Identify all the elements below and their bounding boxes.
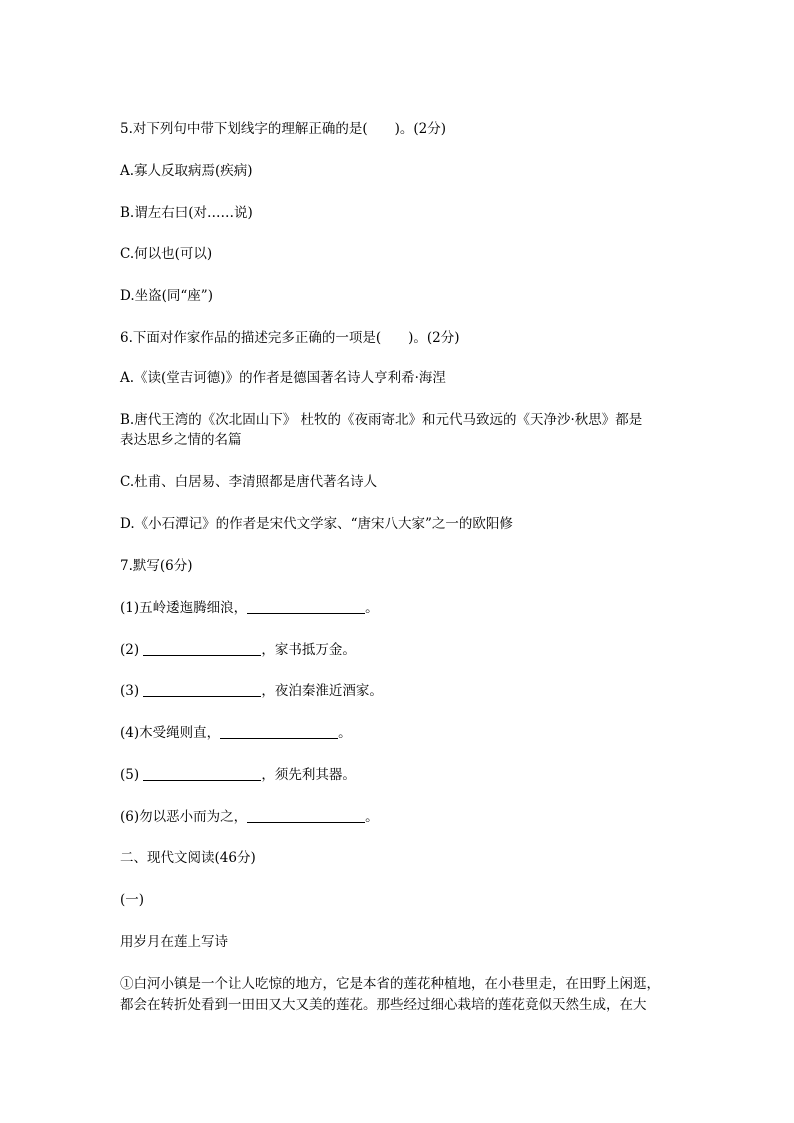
q5-option-b: B.谓左右曰(对……说)	[120, 205, 253, 221]
q7-item-1-end: 。	[365, 600, 379, 616]
answer-blank[interactable]	[143, 643, 261, 656]
q5-option-d: D.坐盗(同“座”)	[120, 288, 213, 304]
q7-item-2	[120, 641, 356, 659]
paragraph-1-line2: 都会在转折处看到一田田又大又美的莲花。那些经过细心栽培的莲花竟似天然生成，在大	[120, 997, 647, 1013]
answer-blank[interactable]	[247, 810, 365, 823]
article-title: 用岁月在莲上写诗	[120, 934, 228, 950]
q7-item-5	[120, 766, 356, 784]
q5-option-a: A.寡人反取病焉(疾病)	[120, 163, 253, 179]
q7-item-3-text: ，夜泊秦淮近酒家。	[261, 683, 383, 699]
paragraph-1-line1: ①白河小镇是一个让人吃惊的地方，它是本省的莲花种植地，在小巷里走，在田野上闲逛，	[120, 976, 660, 992]
section-heading: 二、现代文阅读(46分)	[120, 850, 256, 866]
q7-item-5-text: ，须先利其器。	[261, 767, 356, 783]
q7-item-2-num: (2)	[120, 642, 144, 658]
q6-stem: 6.下面对作家作品的描述完多正确的一项是( )。(2分)	[120, 330, 460, 346]
q7-item-4-end: 。	[338, 725, 352, 741]
q7-item-2-text: ，家书抵万金。	[261, 642, 356, 658]
q7-item-6-text: (6)勿以恶小而为之，	[120, 809, 248, 825]
q7-item-6-end: 。	[365, 809, 379, 825]
q7-item-6	[120, 808, 379, 826]
q7-item-5-num: (5)	[120, 767, 144, 783]
q6-option-d: D.《小石潭记》的作者是宋代文学家、“唐宋八大家”之一的欧阳修	[120, 516, 513, 532]
q5-option-c: C.何以也(可以)	[120, 246, 213, 262]
answer-blank[interactable]	[220, 726, 338, 739]
q7-item-4-text: (4)木受绳则直，	[120, 725, 221, 741]
q7-item-3	[120, 682, 383, 700]
answer-blank[interactable]	[143, 768, 261, 781]
q6-option-b-line2: 表达思乡之情的名篇	[120, 432, 242, 448]
q7-item-1-text: (1)五岭逶迤腾细浪，	[120, 600, 248, 616]
q7-item-4	[120, 724, 352, 742]
q5-stem: 5.对下列句中带下划线字的理解正确的是( )。(2分)	[120, 121, 447, 137]
q7-stem: 7.默写(6分)	[120, 558, 193, 574]
q6-option-a: A.《读(堂吉诃德)》的作者是德国著名诗人亨利希·海涅	[120, 370, 446, 386]
q7-item-1	[120, 599, 379, 617]
answer-blank[interactable]	[247, 601, 365, 614]
q6-option-c: C.杜甫、白居易、李清照都是唐代著名诗人	[120, 474, 378, 490]
answer-blank[interactable]	[143, 684, 261, 697]
q7-item-3-num: (3)	[120, 683, 144, 699]
part-label: (一)	[120, 892, 145, 908]
q6-option-b-line1: B.唐代王湾的《次北固山下》 杜牧的《夜雨寄北》和元代马致远的《天净沙·秋思》都是	[120, 412, 643, 428]
